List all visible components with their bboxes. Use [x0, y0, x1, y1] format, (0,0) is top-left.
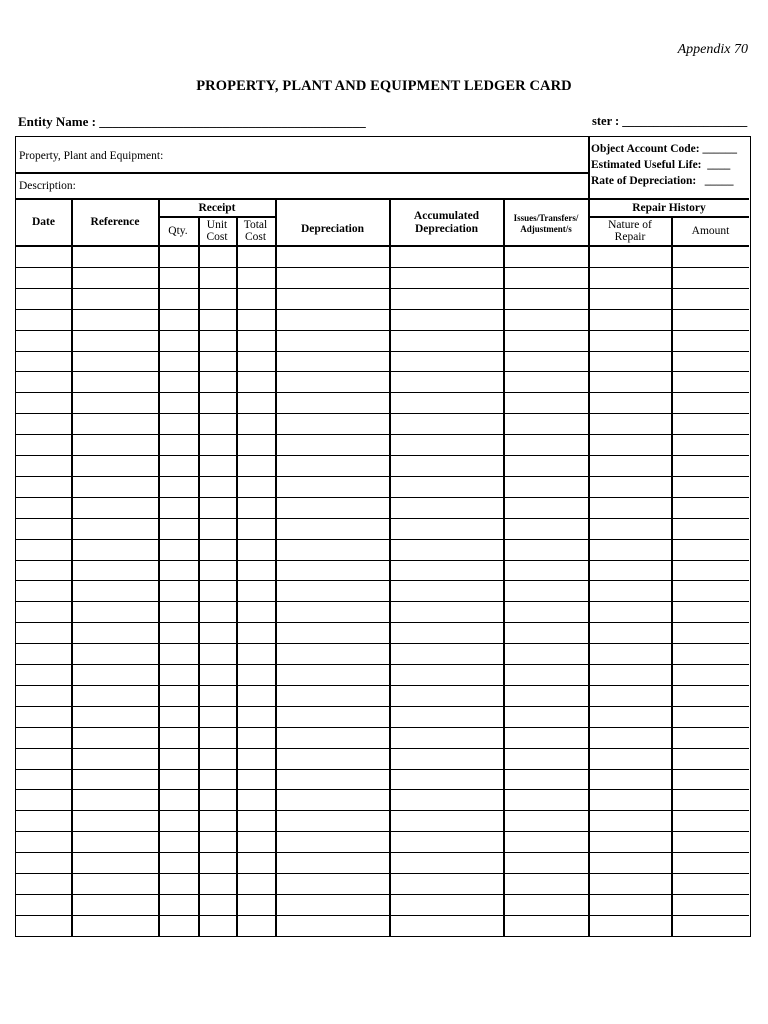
table-row-line	[16, 831, 749, 832]
appendix-label: Appendix 70	[677, 42, 748, 57]
col-line-6	[389, 199, 391, 937]
table-row-line	[16, 915, 749, 916]
receipt-underline	[158, 216, 276, 218]
entity-name-field[interactable]: Entity Name : _________________________________________	[18, 114, 366, 129]
table-row-line	[16, 706, 749, 707]
table-row-line	[16, 476, 749, 477]
col-line-8	[588, 199, 590, 937]
col-line-7	[503, 199, 505, 937]
header-unit-cost-line2: Cost	[206, 231, 228, 243]
fund-cluster-field[interactable]: ster : ____________________	[592, 114, 748, 128]
header-accumulated-line2: Depreciation	[414, 223, 479, 235]
col-line-3	[198, 217, 200, 937]
description-field[interactable]: Description:	[19, 180, 76, 192]
table-row-line	[16, 685, 749, 686]
table-row-line	[16, 455, 749, 456]
table-row-line	[16, 330, 749, 331]
table-row-line	[16, 894, 749, 895]
repair-history-underline	[588, 216, 749, 218]
col-line-2	[158, 199, 160, 937]
table-row-line	[16, 497, 749, 498]
col-line-1	[71, 199, 73, 937]
table-row-line	[16, 560, 749, 561]
info-separator	[16, 172, 589, 174]
object-account-code-field[interactable]: Object Account Code: ______	[591, 143, 737, 155]
header-total-cost-line1: Total	[243, 219, 268, 231]
header-qty: Qty.	[168, 225, 188, 237]
table-row-line	[16, 539, 749, 540]
header-reference: Reference	[90, 216, 140, 228]
header-repair-history: Repair History	[632, 202, 706, 214]
header-date: Date	[32, 216, 55, 228]
table-row-line	[16, 351, 749, 352]
header-nature-line2: Repair	[614, 231, 646, 243]
col-line-4	[236, 217, 238, 937]
table-row-line	[16, 288, 749, 289]
info-bottom-border	[16, 198, 749, 200]
table-row-line	[16, 413, 749, 414]
table-row-line	[16, 580, 749, 581]
info-divider	[588, 137, 590, 199]
table-row-line	[16, 873, 749, 874]
table-row-line	[16, 748, 749, 749]
header-total-cost-line2: Cost	[244, 231, 267, 243]
table-row-line	[16, 643, 749, 644]
header-accumulated-line1: Accumulated	[413, 210, 480, 222]
table-row-line	[16, 518, 749, 519]
header-receipt: Receipt	[198, 202, 236, 214]
estimated-useful-life-field[interactable]: Estimated Useful Life: ____	[591, 159, 731, 171]
header-issues-line1: Issues/Transfers/	[513, 213, 579, 223]
table-row-line	[16, 309, 749, 310]
table-row-line	[16, 664, 749, 665]
table-row-line	[16, 371, 749, 372]
table-row-line	[16, 601, 749, 602]
table-row-line	[16, 392, 749, 393]
table-row-line	[16, 434, 749, 435]
header-issues-line2: Adjustment/s	[520, 224, 572, 234]
table-row-line	[16, 769, 749, 770]
header-depreciation: Depreciation	[300, 223, 365, 235]
table-row-line	[16, 727, 749, 728]
rate-of-depreciation-field[interactable]: Rate of Depreciation: _____	[591, 175, 734, 187]
header-unit-cost-line1: Unit	[206, 219, 228, 231]
header-nature-line1: Nature of	[608, 219, 652, 231]
ledger-card	[15, 136, 751, 937]
form-title: PROPERTY, PLANT AND EQUIPMENT LEDGER CARD	[196, 78, 572, 94]
header-amount: Amount	[691, 225, 730, 237]
ppe-field[interactable]: Property, Plant and Equipment:	[19, 150, 164, 162]
table-row-line	[16, 622, 749, 623]
table-row-line	[16, 789, 749, 790]
table-row-line	[16, 267, 749, 268]
table-row-line	[16, 852, 749, 853]
table-row-line	[16, 810, 749, 811]
col-line-5	[275, 199, 277, 937]
header-bottom-border	[16, 245, 749, 247]
col-line-9	[671, 217, 673, 937]
